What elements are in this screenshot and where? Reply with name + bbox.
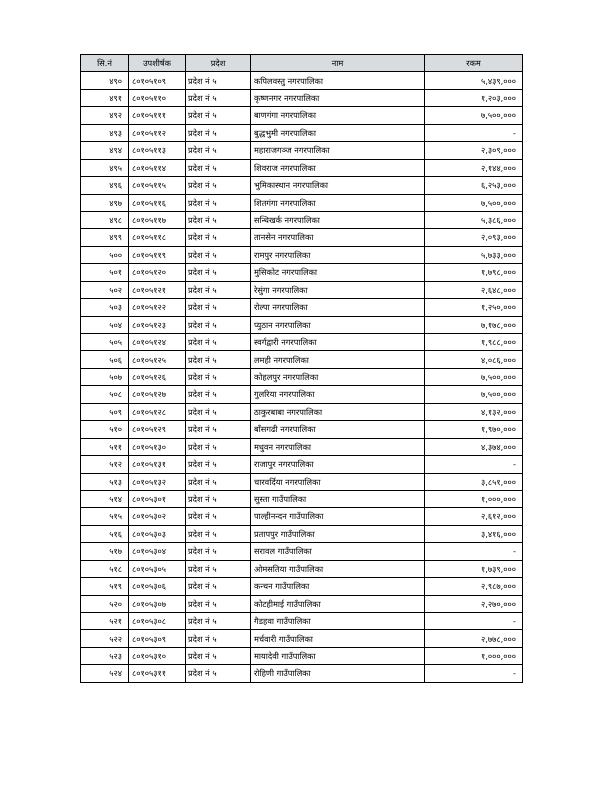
table-row [81,299,523,316]
cell-serial-number: ५१५ [81,508,129,525]
cell-serial-number: ५०२ [81,281,129,298]
cell-amount: ४,१३२,००० [425,403,523,420]
cell-name: मर्चवारी गाउँपालिका [251,630,425,647]
cell-amount: ७,५००,००० [425,194,523,211]
table-row [81,630,523,647]
cell-name: बाणगंगा नगरपालिका [251,107,425,124]
cell-amount: १,०००,००० [425,647,523,664]
table-row [81,334,523,351]
cell-province: प्रदेश नं ५ [186,107,251,124]
cell-name: भुमिकास्थान नगरपालिका [251,177,425,194]
cell-subheading-code: ८०१०५१२० [129,264,186,281]
cell-province: प्रदेश नं ५ [186,630,251,647]
cell-serial-number: ५०८ [81,386,129,403]
cell-province: प्रदेश नं ५ [186,613,251,630]
cell-province: प्रदेश नं ५ [186,89,251,106]
cell-serial-number: ४९० [81,72,129,89]
table-row [81,456,523,473]
cell-amount: २,०९३,००० [425,229,523,246]
cell-subheading-code: ८०१०५१२४ [129,334,186,351]
cell-name: सन्धिखर्क नगरपालिका [251,211,425,228]
cell-subheading-code: ८०१०५११४ [129,159,186,176]
cell-subheading-code: ८०१०५११२ [129,124,186,141]
cell-name: प्युठान नगरपालिका [251,316,425,333]
cell-amount: १,९८८,००० [425,334,523,351]
table-row [81,560,523,577]
cell-amount: १,७३९,००० [425,560,523,577]
cell-province: प्रदेश नं ५ [186,316,251,333]
table-row [81,421,523,438]
table-row [81,229,523,246]
cell-province: प्रदेश नं ५ [186,456,251,473]
table-row [81,578,523,595]
cell-name: मायादेवी गाउँपालिका [251,647,425,664]
cell-amount: - [425,124,523,141]
table-row [81,89,523,106]
table-row [81,368,523,385]
cell-name: चारवर्दिया नगरपालिका [251,473,425,490]
cell-province: प्रदेश नं ५ [186,560,251,577]
cell-amount: - [425,456,523,473]
cell-serial-number: ४९२ [81,107,129,124]
cell-name: बुद्धभुमी नगरपालिका [251,124,425,141]
cell-amount: ६,२५३,००० [425,177,523,194]
cell-name: कोहलपुर नगरपालिका [251,368,425,385]
table-row [81,473,523,490]
table-row [81,281,523,298]
cell-province: प्रदेश नं ५ [186,264,251,281]
cell-subheading-code: ८०१०५३०६ [129,578,186,595]
cell-subheading-code: ८०१०५११० [129,89,186,106]
cell-serial-number: ५१९ [81,578,129,595]
cell-subheading-code: ८०१०५११३ [129,142,186,159]
cell-province: प्रदेश नं ५ [186,351,251,368]
cell-name: रामपुर नगरपालिका [251,246,425,263]
header-amount: रकम [425,55,523,72]
cell-amount: ४,३७४,००० [425,438,523,455]
cell-amount: ७,५००,००० [425,368,523,385]
cell-amount: २,९८७,००० [425,578,523,595]
table-row [81,613,523,630]
cell-serial-number: ५१७ [81,543,129,560]
table-row [81,525,523,542]
cell-province: प्रदेश नं ५ [186,72,251,89]
table-row [81,543,523,560]
cell-serial-number: ५०१ [81,264,129,281]
cell-province: प्रदेश नं ५ [186,403,251,420]
cell-province: प्रदेश नं ५ [186,124,251,141]
cell-amount: २,१४४,००० [425,159,523,176]
cell-amount: ४,०८६,००० [425,351,523,368]
cell-subheading-code: ८०१०५३०८ [129,613,186,630]
cell-amount: २,७७८,००० [425,630,523,647]
table-row [81,72,523,89]
cell-name: रोहिणी गाउँपालिका [251,665,425,682]
cell-serial-number: ५०५ [81,334,129,351]
cell-subheading-code: ८०१०५११७ [129,211,186,228]
cell-name: ओमसतिया गाउँपालिका [251,560,425,577]
cell-name: मुसिकोट नगरपालिका [251,264,425,281]
cell-province: प्रदेश नं ५ [186,595,251,612]
cell-amount: १,२५०,००० [425,299,523,316]
cell-province: प्रदेश नं ५ [186,665,251,682]
cell-serial-number: ५२१ [81,613,129,630]
table-row [81,665,523,682]
cell-subheading-code: ८०१०५११९ [129,246,186,263]
cell-province: प्रदेश नं ५ [186,177,251,194]
cell-serial-number: ५२२ [81,630,129,647]
cell-amount: २,२७०,००० [425,595,523,612]
cell-subheading-code: ८०१०५३०९ [129,630,186,647]
table-body [81,72,523,682]
cell-subheading-code: ८०१०५३०७ [129,595,186,612]
table-row [81,264,523,281]
header-name: नाम [251,55,425,72]
table-row [81,351,523,368]
cell-province: प्रदेश नं ५ [186,473,251,490]
table-row [81,177,523,194]
header-province: प्रदेश [186,55,251,72]
cell-province: प्रदेश नं ५ [186,246,251,263]
cell-province: प्रदेश नं ५ [186,334,251,351]
cell-serial-number: ५२४ [81,665,129,682]
table-row [81,211,523,228]
cell-province: प्रदेश नं ५ [186,142,251,159]
cell-amount: ५,४३९,००० [425,72,523,89]
cell-province: प्रदेश नं ५ [186,421,251,438]
cell-serial-number: ५१२ [81,456,129,473]
cell-name: पाल्हीनन्दन गाउँपालिका [251,508,425,525]
cell-amount: - [425,665,523,682]
cell-name: कपिलवस्तु नगरपालिका [251,72,425,89]
cell-subheading-code: ८०१०५१३० [129,438,186,455]
cell-serial-number: ५०७ [81,368,129,385]
table-header-row [81,55,523,72]
cell-name: कोटहीमाई गाउँपालिका [251,595,425,612]
cell-name: तानसेन नगरपालिका [251,229,425,246]
cell-amount: ७,५००,००० [425,386,523,403]
cell-name: स्वर्गद्वारी नगरपालिका [251,334,425,351]
table-row [81,142,523,159]
cell-subheading-code: ८०१०५१२५ [129,351,186,368]
cell-province: प्रदेश नं ५ [186,194,251,211]
cell-amount: २,६४८,००० [425,281,523,298]
cell-name: लमही नगरपालिका [251,351,425,368]
cell-province: प्रदेश नं ५ [186,229,251,246]
cell-name: सरावल गाउँपालिका [251,543,425,560]
cell-name: शितगंगा नगरपालिका [251,194,425,211]
cell-name: कृष्णनगर नगरपालिका [251,89,425,106]
table-row [81,246,523,263]
cell-amount: ५,३८६,००० [425,211,523,228]
cell-amount: - [425,613,523,630]
cell-subheading-code: ८०१०५१२७ [129,386,186,403]
cell-subheading-code: ८०१०५३०४ [129,543,186,560]
cell-province: प्रदेश नं ५ [186,386,251,403]
cell-province: प्रदेश नं ५ [186,578,251,595]
cell-amount: ३,८५१,००० [425,473,523,490]
cell-serial-number: ५०० [81,246,129,263]
cell-subheading-code: ८०१०५१०९ [129,72,186,89]
cell-serial-number: ४९४ [81,142,129,159]
cell-name: मधुवन नगरपालिका [251,438,425,455]
cell-province: प्रदेश नं ५ [186,508,251,525]
cell-subheading-code: ८०१०५१२१ [129,281,186,298]
cell-province: प्रदेश नं ५ [186,490,251,507]
table-row [81,316,523,333]
cell-name: सुस्ता गाउँपालिका [251,490,425,507]
cell-amount: ३,४१६,००० [425,525,523,542]
cell-name: शिवराज नगरपालिका [251,159,425,176]
cell-serial-number: ५११ [81,438,129,455]
cell-subheading-code: ८०१०५१२२ [129,299,186,316]
cell-amount: ७,१७८,००० [425,316,523,333]
table-row [81,124,523,141]
cell-serial-number: ५१६ [81,525,129,542]
allocation-table [80,54,523,683]
cell-subheading-code: ८०१०५११६ [129,194,186,211]
cell-name: गुलरिया नगरपालिका [251,386,425,403]
cell-amount: १,७९८,००० [425,264,523,281]
cell-serial-number: ४९७ [81,194,129,211]
table-row [81,438,523,455]
cell-serial-number: ४९५ [81,159,129,176]
cell-subheading-code: ८०१०५३११ [129,665,186,682]
cell-name: रेसुंगा नगरपालिका [251,281,425,298]
cell-serial-number: ४९९ [81,229,129,246]
cell-subheading-code: ८०१०५३१० [129,647,186,664]
cell-province: प्रदेश नं ५ [186,647,251,664]
table-row [81,595,523,612]
cell-name: ठाकुरबाबा नगरपालिका [251,403,425,420]
cell-serial-number: ४९३ [81,124,129,141]
cell-subheading-code: ८०१०५१२६ [129,368,186,385]
cell-serial-number: ५२० [81,595,129,612]
table-row [81,508,523,525]
cell-name: राजापुर नगरपालिका [251,456,425,473]
cell-name: कन्चन गाउँपालिका [251,578,425,595]
cell-subheading-code: ८०१०५११५ [129,177,186,194]
cell-amount: १,२०३,००० [425,89,523,106]
cell-amount: ५,७३३,००० [425,246,523,263]
cell-subheading-code: ८०१०५३०२ [129,508,186,525]
table-row [81,194,523,211]
cell-serial-number: ५०६ [81,351,129,368]
cell-province: प्रदेश नं ५ [186,525,251,542]
cell-subheading-code: ८०१०५१३१ [129,456,186,473]
cell-serial-number: ४९८ [81,211,129,228]
cell-subheading-code: ८०१०५३०३ [129,525,186,542]
cell-subheading-code: ८०१०५३०५ [129,560,186,577]
cell-serial-number: ४९६ [81,177,129,194]
cell-serial-number: ५१३ [81,473,129,490]
cell-subheading-code: ८०१०५१२८ [129,403,186,420]
cell-subheading-code: ८०१०५१३२ [129,473,186,490]
header-serial-number: सि.नं [81,55,129,72]
cell-name: महाराजगञ्ज नगरपालिका [251,142,425,159]
cell-amount: - [425,543,523,560]
cell-serial-number: ५१० [81,421,129,438]
table-row [81,403,523,420]
cell-amount: ७,५००,००० [425,107,523,124]
cell-serial-number: ५२३ [81,647,129,664]
cell-serial-number: ५१४ [81,490,129,507]
table-row [81,386,523,403]
cell-subheading-code: ८०१०५१२३ [129,316,186,333]
cell-amount: १,०००,००० [425,490,523,507]
cell-name: प्रतापपुर गाउँपालिका [251,525,425,542]
table-row [81,159,523,176]
cell-name: रोल्पा नगरपालिका [251,299,425,316]
cell-amount: २,६१२,००० [425,508,523,525]
cell-province: प्रदेश नं ५ [186,159,251,176]
cell-serial-number: ४९१ [81,89,129,106]
cell-subheading-code: ८०१०५११८ [129,229,186,246]
cell-province: प्रदेश नं ५ [186,368,251,385]
cell-subheading-code: ८०१०५१११ [129,107,186,124]
cell-amount: १,९७०,००० [425,421,523,438]
cell-serial-number: ५०३ [81,299,129,316]
cell-subheading-code: ८०१०५१२९ [129,421,186,438]
table-row [81,490,523,507]
table-row [81,647,523,664]
cell-province: प्रदेश नं ५ [186,299,251,316]
table-row [81,107,523,124]
cell-province: प्रदेश नं ५ [186,211,251,228]
cell-amount: २,३०९,००० [425,142,523,159]
cell-serial-number: ५१८ [81,560,129,577]
cell-province: प्रदेश नं ५ [186,281,251,298]
cell-subheading-code: ८०१०५३०१ [129,490,186,507]
cell-name: बाँसगढी नगरपालिका [251,421,425,438]
header-subheading-code: उपशीर्षक [129,55,186,72]
cell-serial-number: ५०४ [81,316,129,333]
cell-province: प्रदेश नं ५ [186,543,251,560]
cell-name: गैडहवा गाउँपालिका [251,613,425,630]
cell-serial-number: ५०९ [81,403,129,420]
cell-province: प्रदेश नं ५ [186,438,251,455]
